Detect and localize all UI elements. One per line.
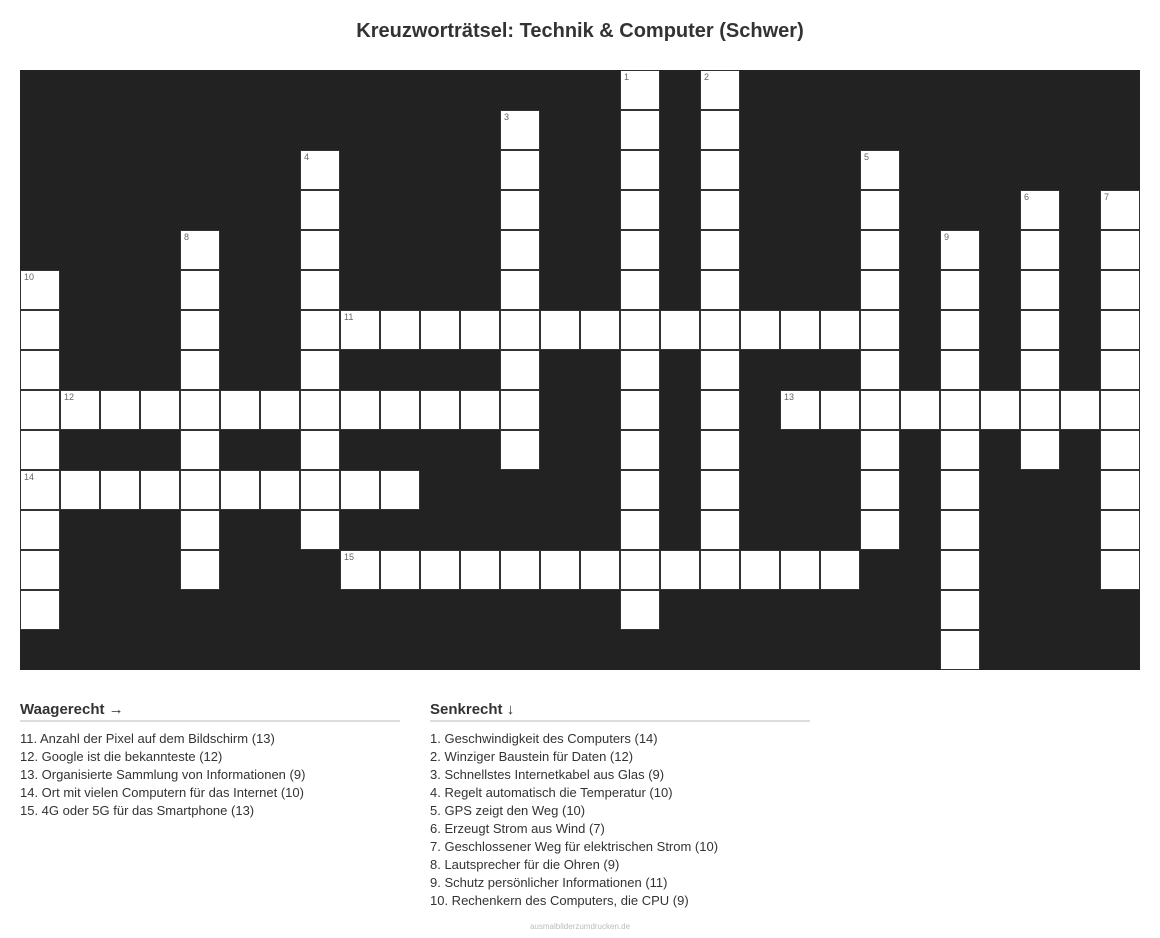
crossword-cell[interactable] — [700, 350, 740, 390]
clue-number: 6 — [1024, 192, 1030, 202]
crossword-cell[interactable] — [380, 470, 420, 510]
crossword-cell[interactable] — [1020, 430, 1060, 470]
crossword-cell[interactable] — [300, 350, 340, 390]
crossword-cell[interactable] — [500, 270, 540, 310]
crossword-cell[interactable] — [820, 390, 860, 430]
crossword-cell[interactable] — [300, 230, 340, 270]
across-clue: 15. 4G oder 5G für das Smartphone (13) — [20, 803, 255, 818]
crossword-cell[interactable] — [220, 390, 260, 430]
crossword-cell[interactable] — [900, 390, 940, 430]
crossword-cell[interactable] — [300, 470, 340, 510]
clue-number: 11 — [344, 312, 354, 322]
crossword-cell[interactable] — [620, 350, 660, 390]
crossword-cell[interactable] — [500, 190, 540, 230]
crossword-cell[interactable] — [140, 470, 180, 510]
crossword-cell[interactable] — [500, 110, 540, 150]
crossword-cell[interactable] — [580, 310, 620, 350]
crossword-cell[interactable] — [20, 590, 60, 630]
clue-number: 5 — [864, 152, 870, 162]
clue-number: 14 — [24, 472, 35, 482]
crossword-cell[interactable] — [100, 390, 140, 430]
crossword-cell[interactable] — [620, 590, 660, 630]
crossword-cell[interactable] — [20, 550, 60, 590]
crossword-cell[interactable] — [300, 150, 340, 190]
crossword-cell[interactable] — [420, 310, 460, 350]
clue-number: 4 — [304, 152, 310, 162]
crossword-cell[interactable] — [300, 430, 340, 470]
crossword-cell[interactable] — [740, 550, 780, 590]
crossword-cell[interactable] — [180, 430, 220, 470]
crossword-cell[interactable] — [700, 190, 740, 230]
crossword-cell[interactable] — [180, 270, 220, 310]
crossword-cell[interactable] — [860, 270, 900, 310]
crossword-cell[interactable] — [260, 390, 300, 430]
across-clue-list — [20, 730, 400, 820]
crossword-cell[interactable] — [380, 550, 420, 590]
crossword-cell[interactable] — [940, 230, 980, 270]
crossword-cell[interactable] — [860, 430, 900, 470]
crossword-cell[interactable] — [420, 550, 460, 590]
crossword-cell[interactable] — [540, 550, 580, 590]
crossword-cell[interactable] — [380, 390, 420, 430]
crossword-cell[interactable] — [500, 310, 540, 350]
clue-number: 1 — [624, 72, 630, 82]
crossword-cell[interactable] — [300, 390, 340, 430]
crossword-cell[interactable] — [700, 310, 740, 350]
clue-number: 7 — [1104, 192, 1110, 202]
clue-number: 13 — [784, 392, 795, 402]
crossword-cell[interactable] — [340, 390, 380, 430]
crossword-cell[interactable] — [860, 350, 900, 390]
crossword-cell[interactable] — [20, 350, 60, 390]
crossword-cell[interactable] — [1100, 350, 1140, 390]
crossword-cell[interactable] — [860, 150, 900, 190]
crossword-cell[interactable] — [700, 70, 740, 110]
crossword-cell[interactable] — [700, 470, 740, 510]
crossword-cell[interactable] — [940, 630, 980, 670]
crossword-cell[interactable] — [1020, 270, 1060, 310]
crossword-cell[interactable] — [940, 510, 980, 550]
crossword-cell[interactable] — [620, 110, 660, 150]
crossword-cell[interactable] — [180, 310, 220, 350]
crossword-cell[interactable] — [980, 390, 1020, 430]
across-clues — [20, 701, 400, 820]
crossword-cell[interactable] — [1100, 470, 1140, 510]
across-clue: 13. Organisierte Sammlung von Informationen (9) — [20, 767, 306, 782]
crossword-cell[interactable] — [220, 470, 260, 510]
clue-number: 8 — [184, 232, 190, 242]
crossword-cell[interactable] — [620, 70, 660, 110]
crossword-cell[interactable] — [460, 390, 500, 430]
down-heading: Senkrecht ↓ — [430, 701, 810, 722]
crossword-cell[interactable] — [1100, 230, 1140, 270]
crossword-cell[interactable] — [140, 390, 180, 430]
crossword-cell[interactable] — [460, 310, 500, 350]
crossword-cell[interactable] — [1100, 510, 1140, 550]
crossword-cell[interactable] — [460, 550, 500, 590]
crossword-cell[interactable] — [580, 550, 620, 590]
crossword-cell[interactable] — [500, 550, 540, 590]
crossword-cell[interactable] — [1100, 310, 1140, 350]
crossword-cell[interactable] — [820, 310, 860, 350]
crossword-cell[interactable] — [1060, 390, 1100, 430]
crossword-cell[interactable] — [20, 470, 60, 510]
down-clues — [430, 701, 810, 910]
crossword-cell[interactable] — [820, 550, 860, 590]
crossword-cell[interactable] — [180, 470, 220, 510]
crossword-cell[interactable] — [1100, 190, 1140, 230]
crossword-cell[interactable] — [540, 310, 580, 350]
crossword-cell[interactable] — [860, 510, 900, 550]
crossword-cell[interactable] — [860, 470, 900, 510]
crossword-cell[interactable] — [100, 470, 140, 510]
crossword-cell[interactable] — [860, 390, 900, 430]
crossword-cell[interactable] — [500, 150, 540, 190]
crossword-cell[interactable] — [700, 510, 740, 550]
down-clue: 7. Geschlossener Weg für elektrischen Strom (10) — [430, 839, 719, 854]
across-clue: 11. Anzahl der Pixel auf dem Bildschirm (13) — [20, 731, 275, 746]
crossword-cell[interactable] — [940, 270, 980, 310]
crossword-cell[interactable] — [1020, 190, 1060, 230]
crossword-cell[interactable] — [20, 270, 60, 310]
crossword-cell[interactable] — [180, 510, 220, 550]
across-clue: 12. Google ist die bekannteste (12) — [20, 749, 223, 764]
crossword-cell[interactable] — [500, 350, 540, 390]
footer-credit: ausmalbilderzumdrucken.de — [529, 922, 631, 931]
down-clue: 3. Schnellstes Internetkabel aus Glas (9) — [430, 767, 665, 782]
crossword-cell[interactable] — [20, 390, 60, 430]
clue-number: 3 — [504, 112, 510, 122]
crossword-cell[interactable] — [260, 470, 300, 510]
crossword-cell[interactable] — [1020, 350, 1060, 390]
crossword-cell[interactable] — [300, 310, 340, 350]
clue-number: 10 — [24, 272, 35, 282]
crossword-cell[interactable] — [940, 430, 980, 470]
down-clue: 1. Geschwindigkeit des Computers (14) — [430, 731, 658, 746]
crossword-cell[interactable] — [620, 550, 660, 590]
crossword-cell[interactable] — [780, 310, 820, 350]
crossword-cell[interactable] — [940, 470, 980, 510]
crossword-cell[interactable] — [1020, 390, 1060, 430]
crossword-cell[interactable] — [740, 310, 780, 350]
clue-number: 2 — [704, 72, 710, 82]
crossword-cell[interactable] — [340, 310, 380, 350]
clue-number: 9 — [944, 232, 950, 242]
down-clue: 10. Rechenkern des Computers, die CPU (9) — [430, 893, 689, 908]
crossword-cell[interactable] — [300, 270, 340, 310]
crossword-cell[interactable] — [1020, 310, 1060, 350]
crossword-cell[interactable] — [300, 510, 340, 550]
crossword-cell[interactable] — [20, 430, 60, 470]
crossword-cell[interactable] — [300, 190, 340, 230]
crossword-cell[interactable] — [500, 230, 540, 270]
down-clue: 4. Regelt automatisch die Temperatur (10) — [430, 785, 673, 800]
crossword-cell[interactable] — [340, 470, 380, 510]
crossword-cell[interactable] — [700, 550, 740, 590]
crossword-cell[interactable] — [780, 550, 820, 590]
crossword-cell[interactable] — [620, 310, 660, 350]
crossword-cell[interactable] — [380, 310, 420, 350]
crossword-cell[interactable] — [940, 390, 980, 430]
crossword-cell[interactable] — [940, 550, 980, 590]
crossword-cell[interactable] — [20, 310, 60, 350]
crossword-cell[interactable] — [940, 350, 980, 390]
crossword-cell[interactable] — [940, 310, 980, 350]
clue-number: 15 — [344, 552, 355, 562]
crossword-cell[interactable] — [620, 430, 660, 470]
down-clue: 5. GPS zeigt den Weg (10) — [430, 803, 586, 818]
crossword-cell[interactable] — [620, 150, 660, 190]
crossword-cell[interactable] — [660, 550, 700, 590]
crossword-cell[interactable] — [620, 390, 660, 430]
crossword-cell[interactable] — [500, 390, 540, 430]
crossword-cell[interactable] — [60, 390, 100, 430]
crossword-cell[interactable] — [1100, 270, 1140, 310]
crossword-cell[interactable] — [700, 430, 740, 470]
crossword-cell[interactable] — [20, 510, 60, 550]
crossword-cell[interactable] — [620, 230, 660, 270]
crossword-cell[interactable] — [660, 310, 700, 350]
down-clue: 8. Lautsprecher für die Ohren (9) — [430, 857, 620, 872]
page-title: Kreuzworträtsel: Technik & Computer (Schwer) — [356, 20, 804, 42]
crossword-cell[interactable] — [700, 150, 740, 190]
crossword-cell[interactable] — [340, 550, 380, 590]
crossword-cell[interactable] — [1100, 550, 1140, 590]
crossword-cell[interactable] — [700, 230, 740, 270]
down-clue: 2. Winziger Baustein für Daten (12) — [430, 749, 634, 764]
crossword-cell[interactable] — [860, 230, 900, 270]
down-clue-list — [430, 730, 810, 910]
crossword-cell[interactable] — [620, 270, 660, 310]
crossword-cell[interactable] — [620, 470, 660, 510]
crossword-cell[interactable] — [620, 190, 660, 230]
crossword-cell[interactable] — [700, 270, 740, 310]
across-clue: 14. Ort mit vielen Computern für das Internet (10) — [20, 785, 304, 800]
crossword-cell[interactable] — [700, 110, 740, 150]
crossword-cell[interactable] — [1020, 230, 1060, 270]
crossword-cell[interactable] — [620, 510, 660, 550]
crossword-cell[interactable] — [180, 230, 220, 270]
crossword-cell[interactable] — [180, 350, 220, 390]
crossword-cell[interactable] — [420, 390, 460, 430]
crossword-cell[interactable] — [60, 470, 100, 510]
crossword-cell[interactable] — [180, 390, 220, 430]
crossword-cell[interactable] — [780, 390, 820, 430]
crossword-cell[interactable] — [860, 310, 900, 350]
crossword-cell[interactable] — [700, 390, 740, 430]
down-clue: 6. Erzeugt Strom aus Wind (7) — [430, 821, 605, 836]
crossword-cell[interactable] — [860, 190, 900, 230]
down-clue: 9. Schutz persönlicher Informationen (11) — [430, 875, 668, 890]
crossword-cell[interactable] — [1100, 430, 1140, 470]
clue-number: 12 — [64, 392, 75, 402]
crossword-grid — [20, 70, 1140, 670]
crossword-cell[interactable] — [180, 550, 220, 590]
crossword-cell[interactable] — [1100, 390, 1140, 430]
crossword-cell[interactable] — [500, 430, 540, 470]
across-heading: Waagerecht → — [20, 701, 400, 722]
crossword-cell[interactable] — [940, 590, 980, 630]
